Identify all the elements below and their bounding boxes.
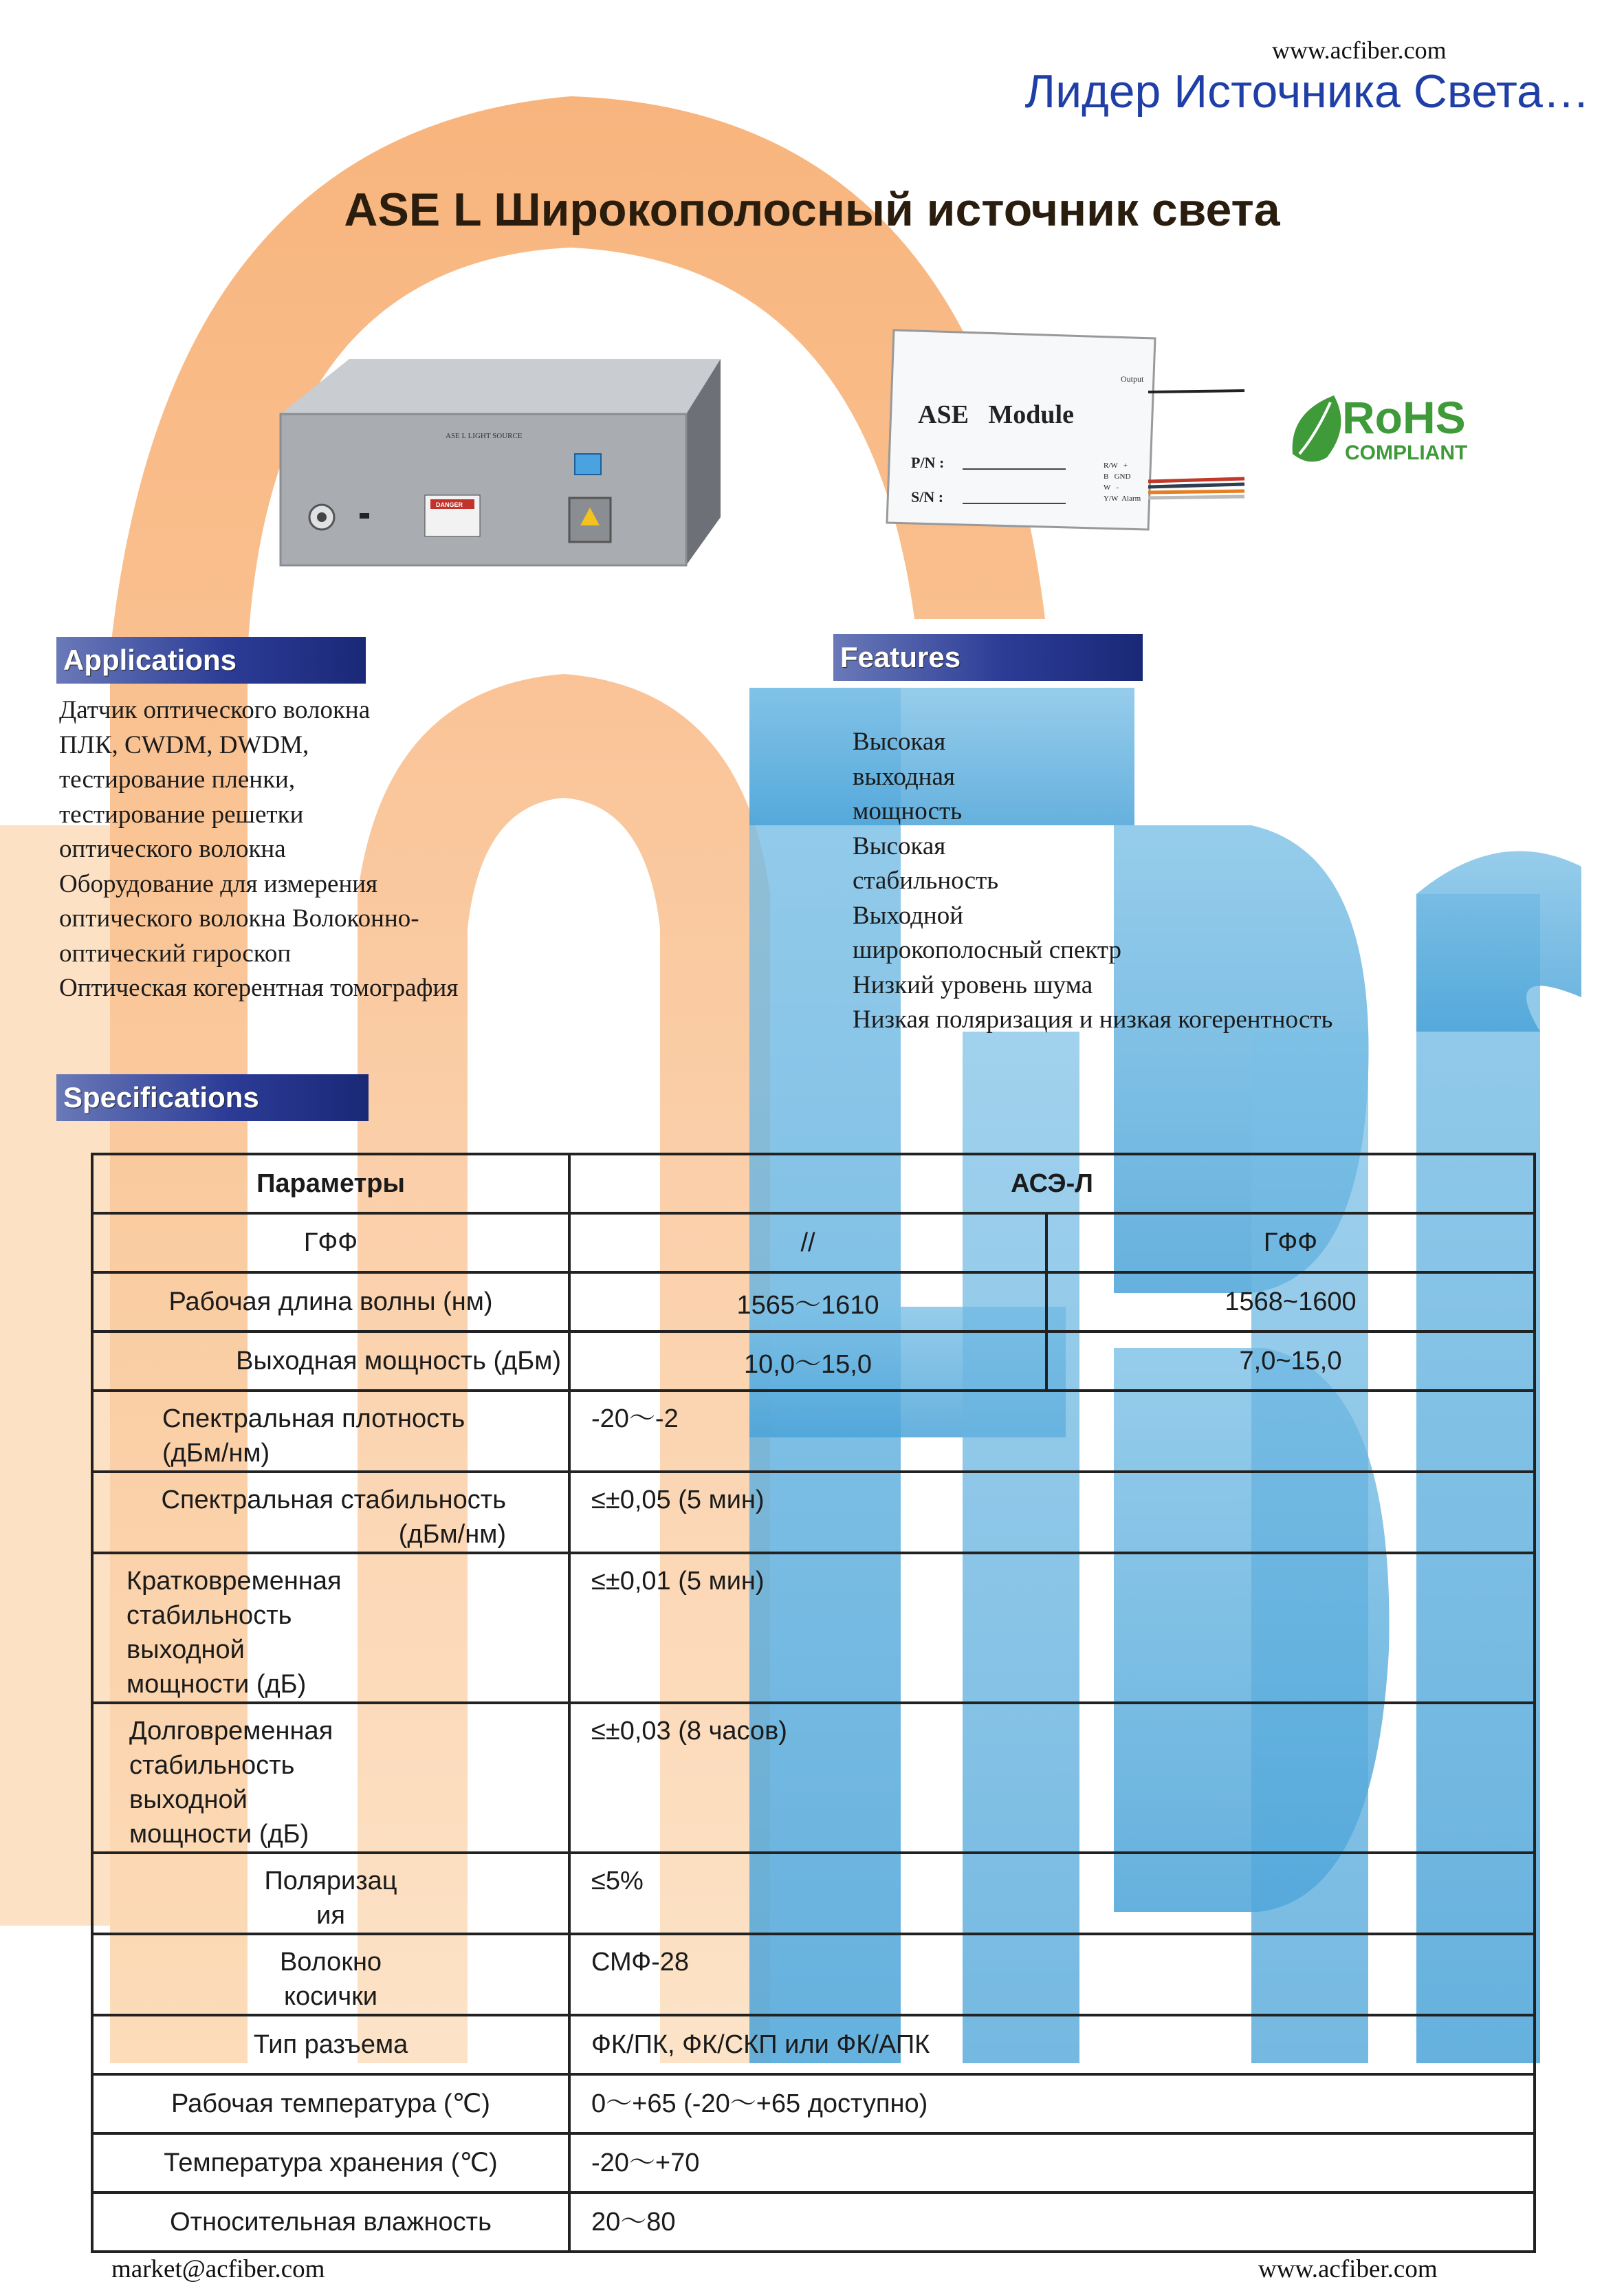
list-item: Оборудование для измерения [59, 869, 378, 898]
table-row [92, 2015, 1535, 2074]
table-row [92, 2074, 1535, 2133]
table-row [92, 2133, 1535, 2193]
value-cell: ≤±0,03 (8 часов) [569, 1703, 1535, 1853]
rohs-subtitle: COMPLIANT [1345, 442, 1468, 464]
module-sn: S/N : [911, 488, 944, 505]
list-item: мощность [853, 797, 963, 825]
table-row [92, 1934, 1535, 2015]
list-item: Высокая [853, 831, 946, 860]
list-item: Низкий уровень шума [853, 970, 1093, 999]
rohs-badge [1286, 385, 1506, 475]
list-item: оптический гироскоп [59, 939, 292, 968]
value-cell: 20～80 [569, 2193, 1535, 2252]
specifications-table [91, 1153, 1536, 2253]
applications-list [59, 693, 458, 1006]
list-item: ПЛК, CWDM, DWDM, [59, 730, 309, 759]
table-row [92, 1853, 1535, 1934]
specifications-heading: Specifications [56, 1074, 369, 1121]
table-row [92, 1213, 1535, 1272]
value-cell: 0～+65 (-20～+65 доступно) [569, 2074, 1535, 2133]
list-item: Датчик оптического волокна [59, 696, 371, 724]
value-cell: 10,0～15,0 [569, 1331, 1046, 1391]
value-cell: ГФФ [1046, 1213, 1535, 1272]
page-title: ASE L Широкополосный источник света [344, 184, 1280, 236]
header-model-cell: АСЭ-Л [569, 1154, 1535, 1213]
module-pin-3: W - [1104, 483, 1119, 492]
list-item: оптического волокна [59, 835, 286, 863]
param-cell [92, 1553, 569, 1703]
value-cell: 7,0~15,0 [1046, 1331, 1535, 1391]
param-text: Долговременная стабильность выходной мощности (дБ) [129, 1717, 333, 1849]
list-item: Высокая [853, 728, 946, 756]
param-text: Кратковременная стабильность выходной мощности (дБ) [127, 1567, 342, 1699]
header-site-url[interactable]: www.acfiber.com [1272, 36, 1447, 64]
header-slogan: Лидер Источника Света… [1024, 65, 1590, 118]
param-cell: Спектральная плотность (дБм/нм) [92, 1391, 569, 1472]
features-list [853, 725, 1332, 1038]
module-pin-4: Y/W Alarm [1104, 494, 1141, 503]
table-row [92, 1272, 1535, 1331]
panel-label: DANGER [436, 501, 463, 508]
value-cell: ≤±0,01 (5 мин) [569, 1553, 1535, 1703]
footer-email[interactable]: market@acfiber.com [111, 2255, 325, 2283]
param-cell: Спектральная стабильность (дБм/нм) [92, 1472, 569, 1553]
table-row [92, 1472, 1535, 1553]
param-cell: Температура хранения (℃) [92, 2133, 569, 2193]
value-cell: СМФ-28 [569, 1934, 1535, 2015]
param-cell [92, 1703, 569, 1853]
table-row [92, 1391, 1535, 1472]
list-item: стабильность [853, 867, 999, 895]
param-cell: Тип разъема [92, 2015, 569, 2074]
param-cell: Относительная влажность [92, 2193, 569, 2252]
list-item: Оптическая когерентная томография [59, 974, 459, 1002]
table-row [92, 1703, 1535, 1853]
value-cell: 1568~1600 [1046, 1272, 1535, 1331]
module-output-label: Output [1121, 374, 1144, 384]
list-item: оптического волокна Волоконно- [59, 904, 419, 933]
table-row [92, 1154, 1535, 1213]
applications-heading: Applications [56, 637, 366, 684]
table-row [92, 1331, 1535, 1391]
header-param-cell: Параметры [92, 1154, 569, 1213]
rohs-title: RoHS [1342, 392, 1466, 443]
list-item: выходная [853, 762, 955, 791]
value-cell: ФК/ПК, ФК/СКП или ФК/АПК [569, 2015, 1535, 2074]
list-item: Выходной [853, 901, 963, 930]
param-cell: Волокно косички [92, 1934, 569, 2015]
list-item: Низкая поляризация и низкая когерентность [853, 1005, 1333, 1034]
table-row [92, 1553, 1535, 1703]
list-item: широкополосный спектр [853, 936, 1121, 964]
module-pin-1: R/W + [1104, 461, 1128, 470]
module-label: ASE Module [918, 400, 1074, 429]
value-cell: -20～+70 [569, 2133, 1535, 2193]
features-heading: Features [833, 634, 1143, 681]
module-pn: P/N : [911, 454, 945, 471]
param-cell: Поляризац ия [92, 1853, 569, 1934]
list-item: тестирование пленки, [59, 765, 296, 794]
list-item: тестирование решетки [59, 800, 304, 829]
table-row [92, 2193, 1535, 2252]
param-cell: Рабочая температура (℃) [92, 2074, 569, 2133]
param-cell: ГФФ [92, 1213, 569, 1272]
module-pin-2: B GND [1104, 472, 1131, 481]
param-cell: Рабочая длина волны (нм) [92, 1272, 569, 1331]
device-photo [274, 352, 727, 572]
value-cell: ≤±0,05 (5 мин) [569, 1472, 1535, 1553]
device-label: ASE L LIGHT SOURCE [446, 432, 523, 440]
module-photo [873, 323, 1251, 543]
value-cell: // [569, 1213, 1046, 1272]
param-cell: Выходная мощность (дБм) [92, 1331, 569, 1391]
footer-site-url[interactable]: www.acfiber.com [1258, 2255, 1438, 2283]
value-cell: ≤5% [569, 1853, 1535, 1934]
value-cell: 1565～1610 [569, 1272, 1046, 1331]
value-cell: -20～-2 [569, 1391, 1535, 1472]
